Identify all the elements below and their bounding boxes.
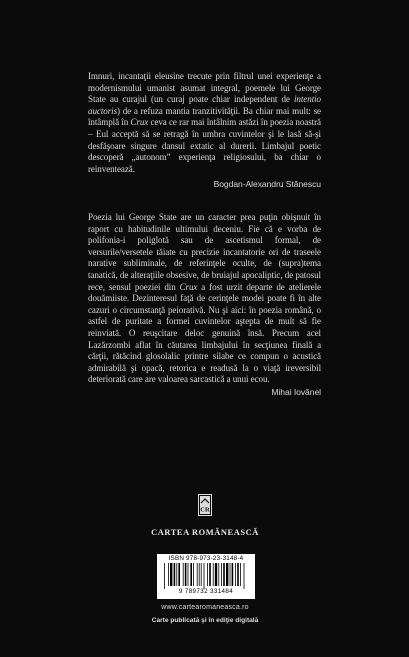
barcode-bar — [240, 563, 241, 586]
barcode-bar — [193, 563, 194, 586]
barcode-bar — [174, 563, 176, 586]
barcode-bar — [197, 563, 198, 586]
barcode-bar — [170, 563, 172, 586]
barcode-bar — [207, 563, 208, 586]
barcode-bars — [163, 563, 249, 589]
blurb-paragraph: Poezia lui George State are un caracter prea puţin obişnuit în raport cu habitudinile ultimului deceniu. Fie că e vorba de polifonia-i poliglotă sau de ascetismul formal, de versurile/versetele tăiate cu precizie incantatorie ori de traseele narative subliminale, de referinţele oculte, de (supra)tema tanatică, de alteraţiile obsesive, de bruiajul apocaliptic, de patosul rece, sensul poeziei din Crux a fost urzit departe de atelierele douămiiste. Dezinteresul faţă de cerinţele modei poate fi în alte cazuri o circumstanţă peiorativă. Nu şi aici: în poezia română, o astfel de puritate a formei cuvintelor aştepta de mult să fie reinviată. O reuşcitare deloc genuină însă. Precum acel Lazărzombi aflat în căutarea limbajului în secţiunea finală a cărţii, rătăcind glosolalic printre silabe ce compun o acustică admirabilă şi opacă, retorica e readusă la o viaţă ireversibil deteriorată care are valoarea sarcastică a unui ecou. — [88, 212, 321, 385]
blurb-paragraph: Imnuri, incantaţii eleusine trecute prin filtrul unei experienţe a modernismului umanist asumat integral, poemele lui George State au curajul (un curaj poate chiar independent de intentio auctoris) de a refuza mantia tranzitivităţii. Ba chiar mai mult: se întâmplă în Crux ceva ce rar mai întâlnim astăzi în poezia noastră – Eul acceptă să se retragă în umbra cuvintelor şi le lasă să-şi desfăşoare singure dansul extatic al durerii. Limbajul poetic descoperă „autonom” experienţa religiosului, ba chiar o reinventează. — [88, 71, 321, 174]
barcode-bar — [244, 563, 245, 589]
barcode-bar — [178, 563, 180, 586]
barcode-bar — [183, 563, 184, 586]
barcode-bar — [230, 563, 231, 586]
publisher-logo-icon — [198, 494, 212, 516]
isbn-barcode — [157, 554, 255, 599]
barcode-bar — [218, 563, 219, 586]
blurb-attribution: Bogdan-Alexandru Stănescu — [213, 179, 321, 190]
barcode-bar — [168, 563, 169, 586]
barcode-bar — [235, 563, 236, 586]
barcode-bar — [223, 563, 225, 586]
barcode-bar — [190, 563, 192, 586]
barcode-bar — [176, 563, 177, 586]
barcode-bar — [201, 563, 202, 586]
barcode-bar — [185, 563, 187, 586]
blurb-mihai-iovanel — [88, 212, 321, 399]
digital-edition-note: Carte publicată şi în ediţie digitală — [151, 617, 259, 624]
barcode-bar — [215, 563, 217, 586]
publisher-logo-letters: CR — [200, 506, 210, 514]
barcode-bar — [237, 563, 239, 586]
barcode-digits: 9 789732 331484 — [178, 588, 234, 595]
barcode-bar — [199, 563, 200, 586]
barcode-bar — [204, 563, 205, 589]
barcode-bar — [164, 563, 165, 589]
barcode-bar — [226, 563, 228, 586]
barcode-bar — [213, 563, 214, 586]
publisher-website: www.cartearomaneasca.ro — [161, 604, 249, 611]
barcode-bar — [232, 563, 234, 586]
barcode-bar — [209, 563, 211, 586]
publisher-block — [150, 494, 260, 537]
blurb-attribution: Mihai Iovănel — [271, 386, 321, 397]
barcode-bar — [221, 563, 222, 586]
publisher-name: CARTEA ROMÂNEASCĂ — [151, 528, 259, 537]
blurb-bogdan-stanescu — [88, 71, 321, 191]
isbn-label: ISBN 978-973-23-3148-4 — [168, 555, 244, 562]
barcode-bar — [188, 563, 189, 586]
